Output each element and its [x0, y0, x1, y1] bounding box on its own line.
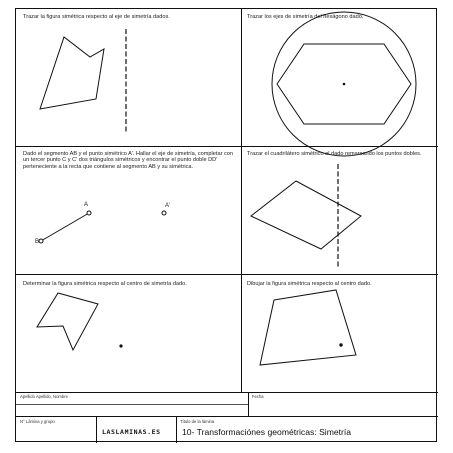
title-block-divider: [16, 416, 438, 417]
label-a: A: [84, 202, 89, 208]
panel-4-figure: [241, 146, 438, 274]
given-quadrilateral: [251, 181, 361, 249]
label-b: B: [35, 239, 40, 245]
panel-4-instruction: Trazar el cuadrilátero simétrico al dado remarcando los puntos dobles.: [247, 151, 422, 157]
date-field-label: Fecha: [252, 394, 264, 399]
panel-6-instruction: Dibujar la figura simétrica respecto al centro dado.: [247, 281, 372, 287]
center-of-symmetry: [119, 344, 122, 347]
panel-5-instruction: Determinar la figura simétrica respecto al centro de simetría dado.: [23, 281, 187, 287]
panel-4: [241, 146, 438, 274]
label-a-prime: A': [165, 203, 171, 209]
logo-title-divider: [176, 416, 177, 443]
center-of-symmetry: [339, 343, 342, 346]
panel-1-instruction: Trazar la figura simétrica respecto al eje de simetría dados.: [23, 14, 170, 20]
group-logo-divider: [96, 416, 97, 443]
sheet-frame: [15, 8, 437, 442]
panel-3: [16, 146, 241, 274]
given-figure: [260, 290, 356, 365]
panel-6: [241, 274, 438, 392]
title-block: [16, 392, 438, 443]
sheet-title-label: Título de la lámina: [180, 419, 215, 424]
point-a: [87, 211, 91, 215]
panel-3-instruction: Dado el segmento AB y el punto simétrico A'. Hallar el eje de simetría, completar con un tercer punto C y C' dos triángulos simétricos y encontrar el punto doble DD' perteneciente a la recta que contiene al segmento AB y su simétrica.: [23, 151, 234, 170]
sheet-title: 10- Transformaciónes geométricas: Simetría: [182, 427, 352, 437]
panel-5: [16, 274, 241, 392]
panel-6-figure: [241, 274, 438, 392]
name-date-divider: [248, 392, 249, 416]
panel-1: [16, 9, 241, 146]
segment-ab: [41, 213, 89, 241]
point-a-prime: [162, 211, 166, 215]
hexagon-center: [343, 83, 346, 86]
group-field-label: N° Lámina y grupo: [20, 419, 55, 424]
panel-2-instruction: Trazar los ejes de simetría del hexágono dado.: [247, 14, 364, 20]
panel-5-figure: [16, 274, 241, 392]
given-figure: [37, 293, 98, 350]
panel-2-figure: [241, 9, 438, 146]
name-field-label: Apellido Apellido, Nombre: [20, 394, 68, 399]
point-b: [39, 239, 43, 243]
laslaminas-logo: LASLAMINAS.ES: [102, 428, 161, 436]
panel-3-figure: [16, 146, 241, 274]
panel-2: [241, 9, 438, 146]
panel-1-figure: [16, 9, 241, 146]
given-figure: [40, 37, 104, 109]
name-underline: [16, 404, 248, 405]
